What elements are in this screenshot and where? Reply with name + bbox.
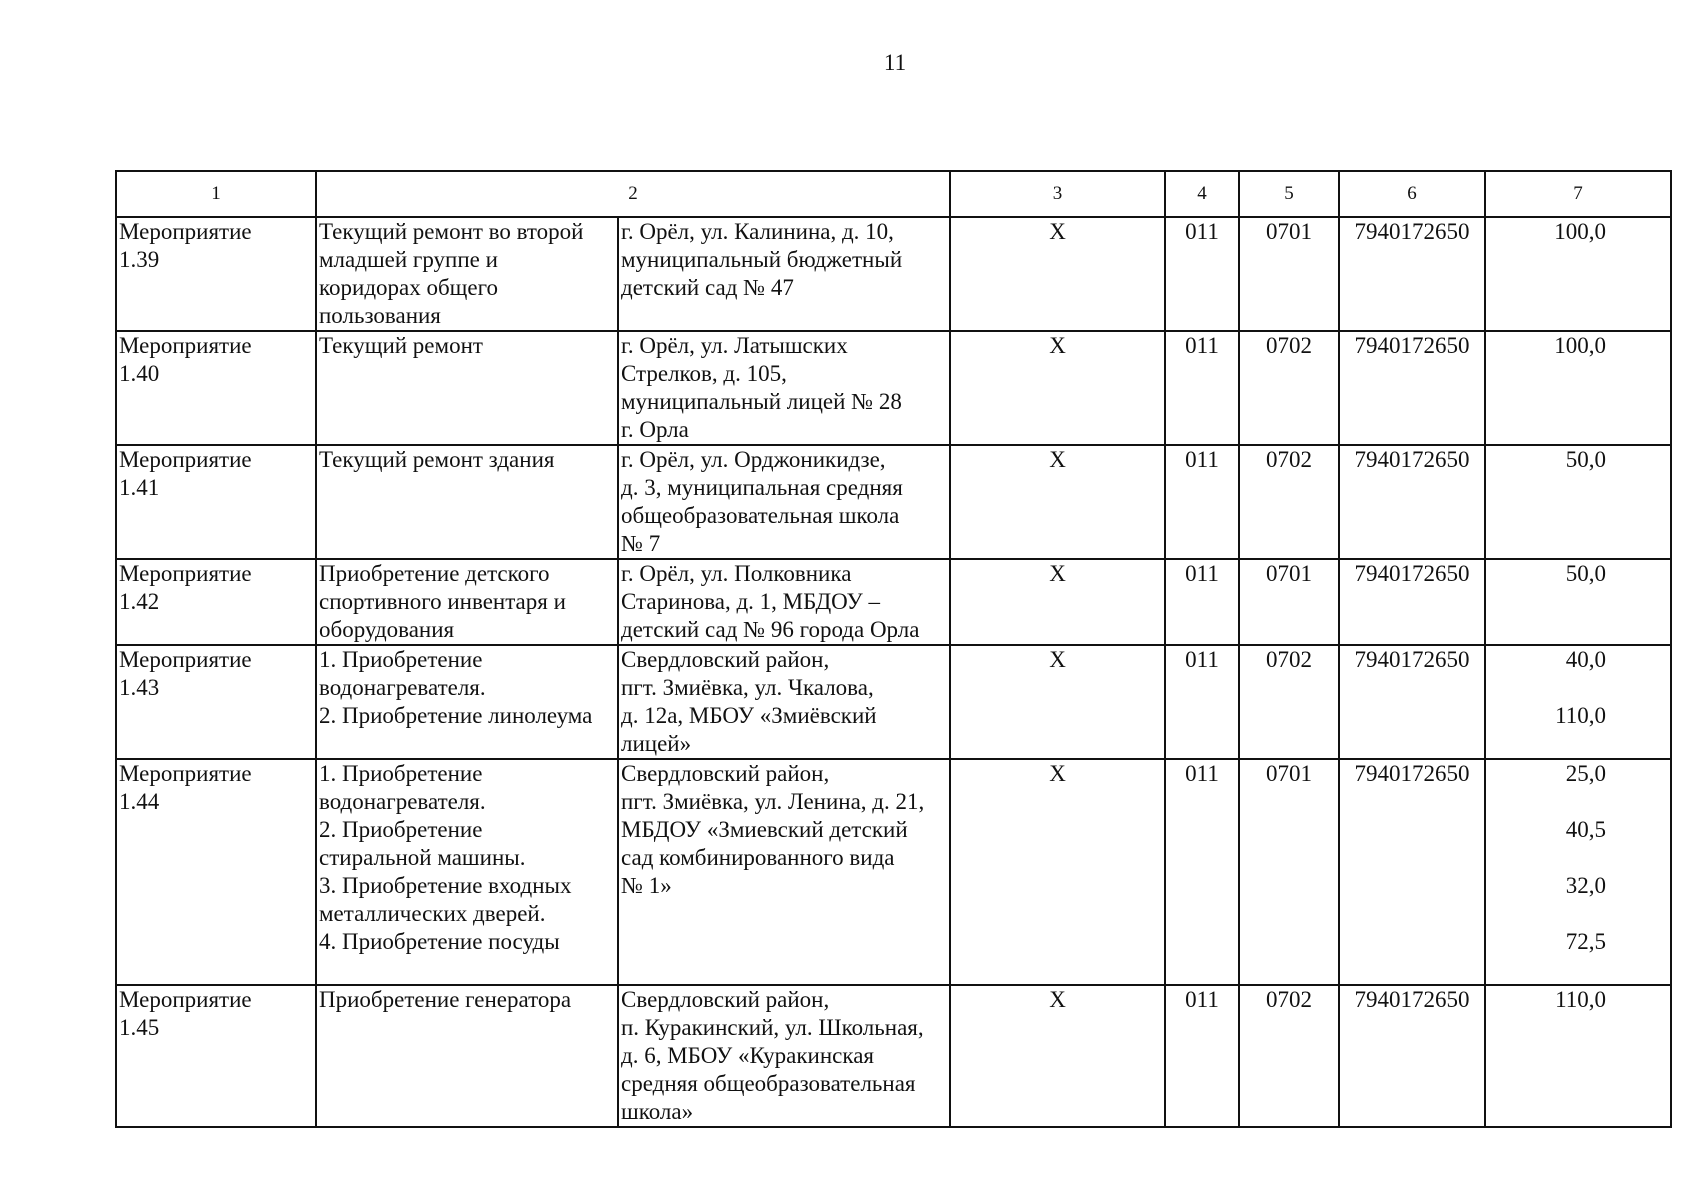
address-cell-line: г. Орла: [621, 417, 689, 442]
budget-table: [115, 170, 1672, 1128]
address-cell-line: муниципальный лицей № 28: [621, 389, 902, 414]
description-cell: [316, 217, 618, 331]
amount-cell-line: 32,0: [1565, 873, 1606, 898]
address-cell-line: школа»: [621, 1099, 694, 1124]
amount-cell-line: 50,0: [1565, 447, 1606, 472]
col3-cell: Х: [950, 217, 1165, 331]
address-cell-line: Свердловский район,: [621, 987, 830, 1012]
address-cell-line: д. 12а, МБОУ «Змиёвский: [621, 703, 877, 728]
description-cell-line: оборудования: [319, 617, 455, 642]
col5-cell: 0701: [1239, 559, 1339, 645]
amount-cell: [1485, 559, 1671, 645]
description-cell: [316, 559, 618, 645]
measure-cell-line: Мероприятие: [119, 761, 252, 786]
table-row: [116, 645, 1671, 759]
table-row: [116, 559, 1671, 645]
amount-cell-line: 100,0: [1554, 333, 1606, 358]
address-cell-line: детский сад № 47: [621, 275, 794, 300]
header-cell: 1: [116, 171, 316, 217]
amount-cell: [1485, 645, 1671, 759]
col5-cell: 0701: [1239, 217, 1339, 331]
measure-cell-line: Мероприятие: [119, 987, 252, 1012]
col3-cell: Х: [950, 331, 1165, 445]
description-cell: [316, 331, 618, 445]
col4-cell: 011: [1165, 759, 1239, 985]
table-header-row: [116, 171, 1671, 217]
col3-cell: Х: [950, 645, 1165, 759]
header-cell: 3: [950, 171, 1165, 217]
description-cell: [316, 985, 618, 1127]
measure-cell-line: Мероприятие: [119, 561, 252, 586]
measure-cell-line: 1.42: [119, 589, 160, 614]
measure-cell-line: 1.40: [119, 361, 160, 386]
address-cell-line: детский сад № 96 города Орла: [621, 617, 920, 642]
amount-cell-line: 110,0: [1555, 987, 1606, 1012]
amount-cell-line: 72,5: [1565, 929, 1606, 954]
address-cell-line: г. Орёл, ул. Латышских: [621, 333, 848, 358]
col3-cell: Х: [950, 759, 1165, 985]
address-cell-line: № 7: [621, 531, 661, 556]
address-cell-line: пгт. Змиёвка, ул. Ленина, д. 21,: [621, 789, 925, 814]
description-cell-line: 4. Приобретение посуды: [319, 929, 560, 954]
description-cell: [316, 445, 618, 559]
description-cell-line: 2. Приобретение линолеума: [319, 703, 593, 728]
address-cell-line: г. Орёл, ул. Калинина, д. 10,: [621, 219, 894, 244]
measure-cell: [116, 759, 316, 985]
address-cell-line: пгт. Змиёвка, ул. Чкалова,: [621, 675, 874, 700]
measure-cell-line: 1.43: [119, 675, 160, 700]
address-cell-line: д. 6, МБОУ «Куракинская: [621, 1043, 874, 1068]
table-body: [116, 217, 1671, 1127]
description-cell-line: младшей группе и: [319, 247, 498, 272]
col6-cell: 7940172650: [1339, 759, 1485, 985]
measure-cell-line: 1.41: [119, 475, 160, 500]
address-cell-line: Свердловский район,: [621, 647, 830, 672]
col4-cell: 011: [1165, 985, 1239, 1127]
amount-cell-line: 40,0: [1565, 647, 1606, 672]
address-cell-line: п. Куракинский, ул. Школьная,: [621, 1015, 924, 1040]
address-cell-line: лицей»: [621, 731, 692, 756]
col4-cell: 011: [1165, 331, 1239, 445]
header-cell: 4: [1165, 171, 1239, 217]
description-cell-line: Текущий ремонт здания: [319, 447, 555, 472]
table-row: [116, 985, 1671, 1127]
col6-cell: 7940172650: [1339, 445, 1485, 559]
amount-cell-line: 25,0: [1565, 761, 1606, 786]
table-row: [116, 759, 1671, 985]
address-cell-line: сад комбинированного вида: [621, 845, 895, 870]
col6-cell: 7940172650: [1339, 559, 1485, 645]
col3-cell: Х: [950, 559, 1165, 645]
description-cell-line: 1. Приобретение: [319, 647, 483, 672]
description-cell-line: стиральной машины.: [319, 845, 526, 870]
page-number: 11: [883, 50, 907, 75]
description-cell-line: водонагревателя.: [319, 789, 486, 814]
header-cell: 5: [1239, 171, 1339, 217]
col5-cell: 0702: [1239, 445, 1339, 559]
address-cell-line: муниципальный бюджетный: [621, 247, 903, 272]
measure-cell: [116, 645, 316, 759]
amount-cell: [1485, 985, 1671, 1127]
col3-cell: Х: [950, 985, 1165, 1127]
header-cell: 7: [1485, 171, 1671, 217]
description-cell-line: Приобретение генератора: [319, 987, 572, 1012]
table-row: [116, 445, 1671, 559]
amount-cell: [1485, 759, 1671, 985]
measure-cell-line: Мероприятие: [119, 447, 252, 472]
measure-cell-line: Мероприятие: [119, 647, 252, 672]
measure-cell-line: Мероприятие: [119, 333, 252, 358]
col5-cell: 0702: [1239, 985, 1339, 1127]
table-row: [116, 217, 1671, 331]
col4-cell: 011: [1165, 559, 1239, 645]
description-cell-line: 3. Приобретение входных: [319, 873, 572, 898]
address-cell: [618, 559, 950, 645]
measure-cell: [116, 985, 316, 1127]
address-cell-line: Старинова, д. 1, МБДОУ –: [621, 589, 880, 614]
amount-cell: [1485, 445, 1671, 559]
address-cell-line: д. 3, муниципальная средняя: [621, 475, 903, 500]
description-cell-line: коридорах общего: [319, 275, 498, 300]
description-cell-line: водонагревателя.: [319, 675, 486, 700]
amount-cell: [1485, 217, 1671, 331]
address-cell: [618, 445, 950, 559]
description-cell-line: Приобретение детского: [319, 561, 550, 586]
description-cell-line: пользования: [319, 303, 441, 328]
col4-cell: 011: [1165, 445, 1239, 559]
address-cell: [618, 217, 950, 331]
amount-cell-line: 40,5: [1565, 817, 1606, 842]
col4-cell: 011: [1165, 645, 1239, 759]
col5-cell: 0702: [1239, 331, 1339, 445]
col5-cell: 0702: [1239, 645, 1339, 759]
description-cell-line: спортивного инвентаря и: [319, 589, 566, 614]
table-row: [116, 331, 1671, 445]
amount-cell-line: 100,0: [1554, 219, 1606, 244]
measure-cell-line: Мероприятие: [119, 219, 252, 244]
address-cell-line: г. Орёл, ул. Орджоникидзе,: [621, 447, 886, 472]
address-cell-line: Стрелков, д. 105,: [621, 361, 787, 386]
description-cell: [316, 759, 618, 985]
address-cell-line: Свердловский район,: [621, 761, 830, 786]
amount-cell: [1485, 331, 1671, 445]
header-cell: 6: [1339, 171, 1485, 217]
address-cell: [618, 985, 950, 1127]
description-cell-line: Текущий ремонт во второй: [319, 219, 584, 244]
col6-cell: 7940172650: [1339, 331, 1485, 445]
description-cell-line: 2. Приобретение: [319, 817, 483, 842]
address-cell-line: МБДОУ «Змиевский детский: [621, 817, 908, 842]
description-cell-line: Текущий ремонт: [319, 333, 483, 358]
measure-cell: [116, 445, 316, 559]
amount-cell-line: 50,0: [1565, 561, 1606, 586]
address-cell: [618, 331, 950, 445]
header-cell: 2: [316, 171, 950, 217]
address-cell-line: средняя общеобразовательная: [621, 1071, 916, 1096]
address-cell: [618, 645, 950, 759]
col5-cell: 0701: [1239, 759, 1339, 985]
col4-cell: 011: [1165, 217, 1239, 331]
description-cell: [316, 645, 618, 759]
col6-cell: 7940172650: [1339, 217, 1485, 331]
description-cell-line: металлических дверей.: [319, 901, 546, 926]
amount-cell-line: 110,0: [1555, 703, 1606, 728]
address-cell: [618, 759, 950, 985]
address-cell-line: № 1»: [621, 873, 672, 898]
measure-cell-line: 1.44: [119, 789, 160, 814]
measure-cell-line: 1.45: [119, 1015, 160, 1040]
col6-cell: 7940172650: [1339, 985, 1485, 1127]
measure-cell: [116, 559, 316, 645]
col3-cell: Х: [950, 445, 1165, 559]
col6-cell: 7940172650: [1339, 645, 1485, 759]
measure-cell: [116, 331, 316, 445]
measure-cell-line: 1.39: [119, 247, 160, 272]
measure-cell: [116, 217, 316, 331]
address-cell-line: общеобразовательная школа: [621, 503, 900, 528]
address-cell-line: г. Орёл, ул. Полковника: [621, 561, 852, 586]
description-cell-line: 1. Приобретение: [319, 761, 483, 786]
